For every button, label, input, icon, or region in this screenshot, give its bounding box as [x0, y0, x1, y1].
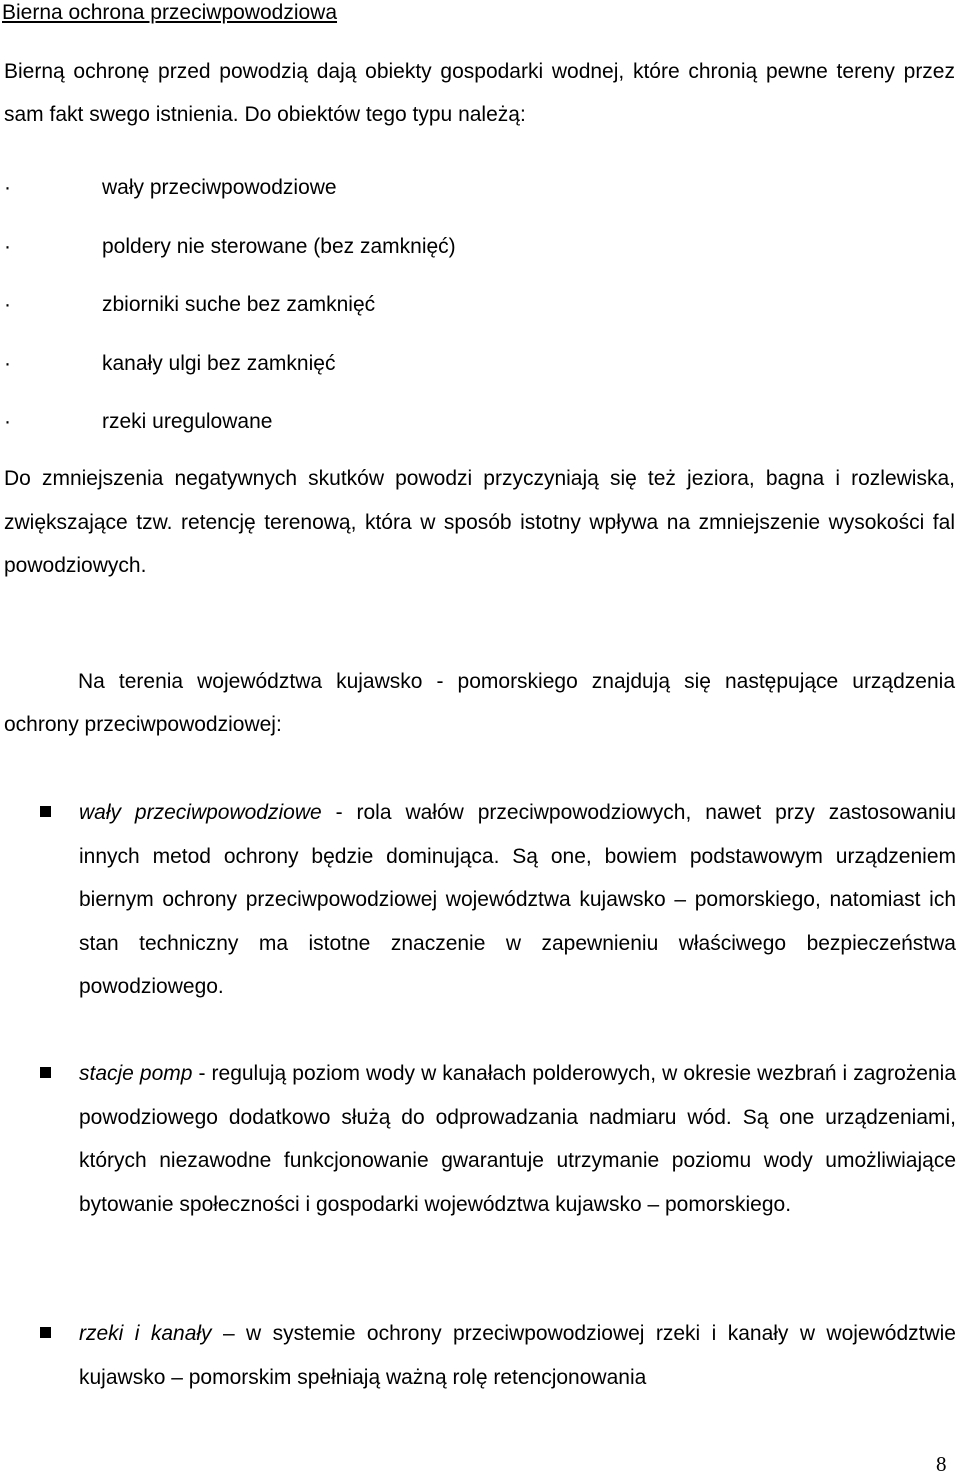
dot-bullet-icon: · [4, 234, 11, 258]
device-text: - rola wałów przeciwpowodziowych, nawet przy zastosowaniu innych metod ochrony będzie dominująca. Są one, bowiem podstawowym urządzeniem biernym ochrony przeciwpowodziowej województwa kujawsko – pomorskiego, natomiast ich stan techniczny ma istotne znaczenie w zapewnieniu właściwego bezpieczeństwa powodziowego. [79, 801, 956, 998]
device-description [79, 791, 956, 1009]
retention-paragraph: Do zmniejszenia negatywnych skutków powodzi przyczyniają się też jeziora, bagna i rozlewiska, zwiększające tzw. retencję terenową, która w sposób istotny wpływa na zmniejszenie wysokości fal powodziowych. [4, 467, 955, 577]
device-description [79, 1312, 956, 1399]
list-item-text: poldery nie sterowane (bez zamknięć) [102, 234, 456, 258]
device-term: wały przeciwpowodziowe [79, 801, 322, 824]
square-bullet-icon [40, 1067, 51, 1078]
device-text: – w systemie ochrony przeciwpowodziowej rzeki i kanały w województwie kujawsko – pomorskim spełniają ważną rolę retencjonowania [79, 1322, 956, 1389]
square-bullet-icon [40, 806, 51, 817]
device-term: stacje pomp [79, 1062, 193, 1085]
section-title: Bierna ochrona przeciwpowodziowa [2, 1, 338, 24]
list-item-text: rzeki uregulowane [102, 410, 273, 433]
page-number: 8 [936, 1452, 947, 1476]
dot-bullet-icon: · [4, 410, 11, 433]
square-bullet-icon [40, 1327, 51, 1338]
device-description [79, 1052, 956, 1226]
device-text: - regulują poziom wody w kanałach polderowych, w okresie wezbrań i zagrożenia powodziowego dodatkowo służą do odprowadzania nadmiaru wód. Są one urządzeniami, których niezawodne funkcjonowanie gwarantuje utrzymanie poziomu wody umożliwiające bytowanie społeczności i gospodarki województwa kujawsko – pomorskiego. [79, 1062, 956, 1216]
intro-paragraph: Bierną ochronę przed powodzią dają obiekty gospodarki wodnej, które chronią pewne tereny przez sam fakt swego istnienia. Do obiektów tego typu należą: [4, 60, 955, 126]
region-paragraph: Na terenia województwa kujawsko - pomorskiego znajdują się następujące urządzenia ochrony przeciwpowodziowej: [4, 670, 955, 736]
device-term: rzeki i kanały [79, 1322, 212, 1345]
list-item-text: wały przeciwpowodziowe [102, 176, 337, 199]
dot-bullet-icon: · [4, 176, 11, 199]
dot-bullet-icon: · [4, 351, 11, 375]
dot-bullet-icon: · [4, 293, 11, 316]
list-item-text: kanały ulgi bez zamknięć [102, 351, 336, 375]
list-item-text: zbiorniki suche bez zamknięć [102, 293, 376, 316]
